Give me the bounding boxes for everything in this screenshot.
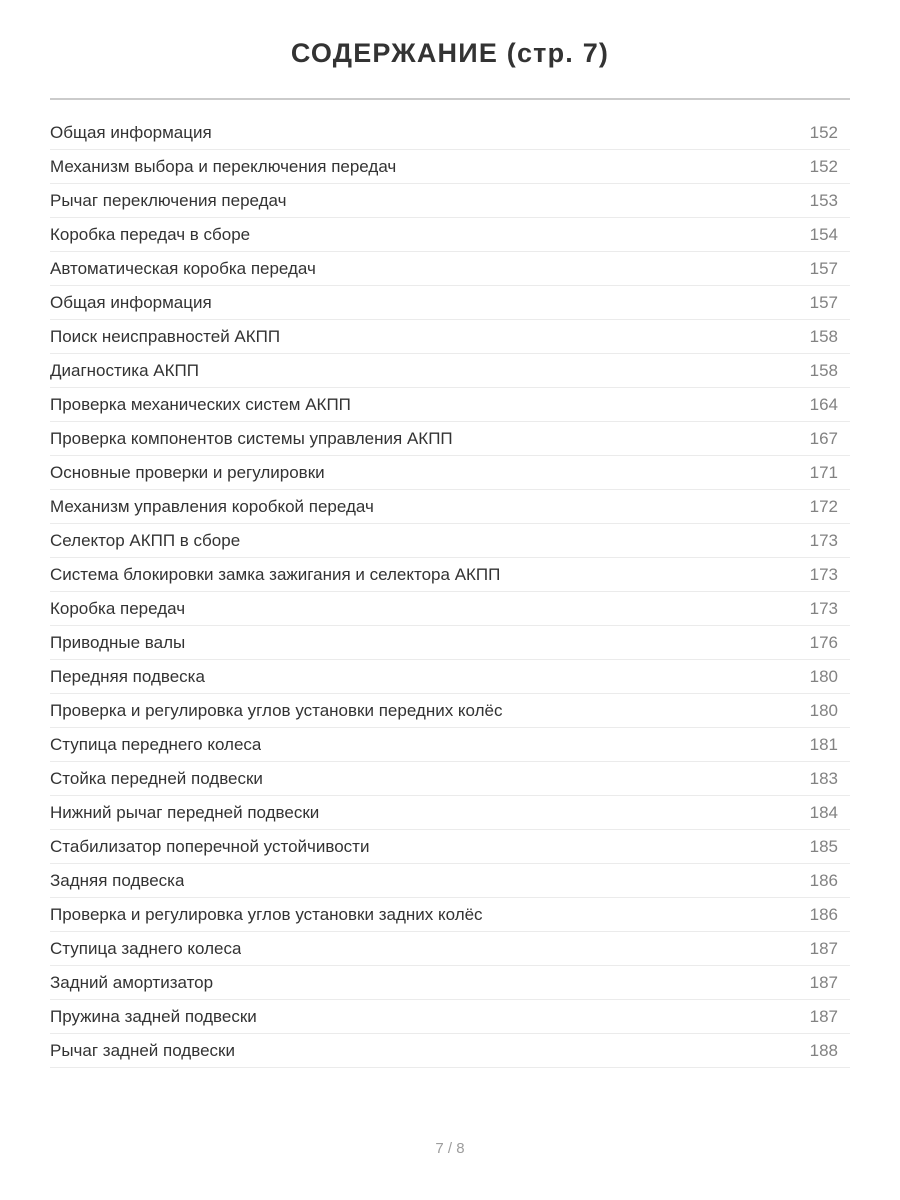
toc-entry-page: 180 xyxy=(809,666,838,686)
toc-entry-title: Основные проверки и регулировки xyxy=(50,462,325,482)
toc-row[interactable] xyxy=(50,592,850,626)
toc-entry-page: 186 xyxy=(809,870,838,890)
toc-row[interactable] xyxy=(50,524,850,558)
toc-entry-title: Селектор АКПП в сборе xyxy=(50,530,241,550)
toc-entry-page: 186 xyxy=(809,904,838,924)
toc-entry-title: Стойка передней подвески xyxy=(50,768,263,788)
toc-entry-title: Общая информация xyxy=(50,292,212,312)
toc-entry-page: 172 xyxy=(809,496,838,516)
toc-entry-page: 157 xyxy=(809,258,838,278)
toc-entry-page: 158 xyxy=(809,326,838,346)
toc-row[interactable] xyxy=(50,558,850,592)
toc-entry-page: 183 xyxy=(809,768,838,788)
toc-row[interactable] xyxy=(50,966,850,1000)
toc-entry-page: 188 xyxy=(809,1040,838,1060)
toc-entry-title: Коробка передач в сборе xyxy=(50,224,251,244)
toc-row[interactable] xyxy=(50,626,850,660)
toc-row[interactable] xyxy=(50,1034,850,1068)
toc-entry-page: 185 xyxy=(809,836,838,856)
toc-entry-title: Задняя подвеска xyxy=(50,870,185,890)
toc-entry-title: Коробка передач xyxy=(50,598,186,618)
toc-entry-title: Приводные валы xyxy=(50,632,186,652)
toc-entry-page: 152 xyxy=(809,156,838,176)
toc-entry-title: Механизм управления коробкой передач xyxy=(50,496,374,516)
toc-entry-title: Стабилизатор поперечной устойчивости xyxy=(50,836,370,856)
toc-entry-page: 157 xyxy=(809,292,838,312)
toc-entry-page: 187 xyxy=(809,938,838,958)
title-divider xyxy=(50,98,850,100)
toc-entry-page: 173 xyxy=(809,530,838,550)
toc-row[interactable] xyxy=(50,354,850,388)
toc-entry-title: Автоматическая коробка передач xyxy=(50,258,316,278)
toc-row[interactable] xyxy=(50,830,850,864)
toc-row[interactable] xyxy=(50,184,850,218)
toc-entry-page: 154 xyxy=(809,224,838,244)
toc-entry-title: Рычаг задней подвески xyxy=(50,1040,235,1060)
toc-entry-title: Ступица заднего колеса xyxy=(50,938,242,958)
page-title: СОДЕРЖАНИЕ (стр. 7) xyxy=(290,38,610,68)
toc-entry-title: Проверка и регулировка углов установки передних колёс xyxy=(50,700,503,720)
toc-row[interactable] xyxy=(50,762,850,796)
toc-entry-page: 187 xyxy=(809,972,838,992)
toc-entry-page: 153 xyxy=(809,190,838,210)
toc-row[interactable] xyxy=(50,864,850,898)
toc-entry-title: Ступица переднего колеса xyxy=(50,734,262,754)
toc-row[interactable] xyxy=(50,694,850,728)
toc-entry-page: 158 xyxy=(809,360,838,380)
toc-entry-title: Общая информация xyxy=(50,122,212,142)
toc-row[interactable] xyxy=(50,116,850,150)
toc-row[interactable] xyxy=(50,898,850,932)
toc-row[interactable] xyxy=(50,422,850,456)
toc-row[interactable] xyxy=(50,490,850,524)
toc-entry-title: Система блокировки замка зажигания и селектора АКПП xyxy=(50,564,501,584)
toc-entry-page: 167 xyxy=(809,428,838,448)
toc-entry-page: 180 xyxy=(809,700,838,720)
toc-row[interactable] xyxy=(50,1000,850,1034)
toc-row[interactable] xyxy=(50,320,850,354)
toc-entry-title: Нижний рычаг передней подвески xyxy=(50,802,320,822)
toc-row[interactable] xyxy=(50,150,850,184)
toc-entry-page: 184 xyxy=(809,802,838,822)
toc-entry-page: 152 xyxy=(809,122,838,142)
toc-entry-page: 176 xyxy=(809,632,838,652)
toc-entry-title: Механизм выбора и переключения передач xyxy=(50,156,397,176)
toc-entry-title: Поиск неисправностей АКПП xyxy=(50,326,281,346)
toc-entry-page: 171 xyxy=(809,462,838,482)
toc-row[interactable] xyxy=(50,286,850,320)
toc-row[interactable] xyxy=(50,252,850,286)
toc-entry-title: Рычаг переключения передач xyxy=(50,190,287,210)
toc-entry-title: Диагностика АКПП xyxy=(50,360,199,380)
toc-entry-page: 181 xyxy=(809,734,838,754)
toc-entry-page: 173 xyxy=(809,564,838,584)
toc-entry-title: Передняя подвеска xyxy=(50,666,205,686)
toc-entry-title: Задний амортизатор xyxy=(50,972,214,992)
toc-row[interactable] xyxy=(50,456,850,490)
toc-row[interactable] xyxy=(50,932,850,966)
toc-entry-title: Пружина задней подвески xyxy=(50,1006,257,1026)
toc-list xyxy=(50,116,850,1068)
page-pagination: 7 / 8 xyxy=(435,1140,465,1157)
toc-entry-page: 164 xyxy=(809,394,838,414)
toc-entry-title: Проверка компонентов системы управления АКПП xyxy=(50,428,453,448)
toc-entry-page: 187 xyxy=(809,1006,838,1026)
toc-entry-title: Проверка механических систем АКПП xyxy=(50,394,351,414)
toc-row[interactable] xyxy=(50,660,850,694)
toc-row[interactable] xyxy=(50,796,850,830)
toc-entry-page: 173 xyxy=(809,598,838,618)
toc-row[interactable] xyxy=(50,728,850,762)
toc-row[interactable] xyxy=(50,218,850,252)
toc-row[interactable] xyxy=(50,388,850,422)
toc-entry-title: Проверка и регулировка углов установки задних колёс xyxy=(50,904,483,924)
